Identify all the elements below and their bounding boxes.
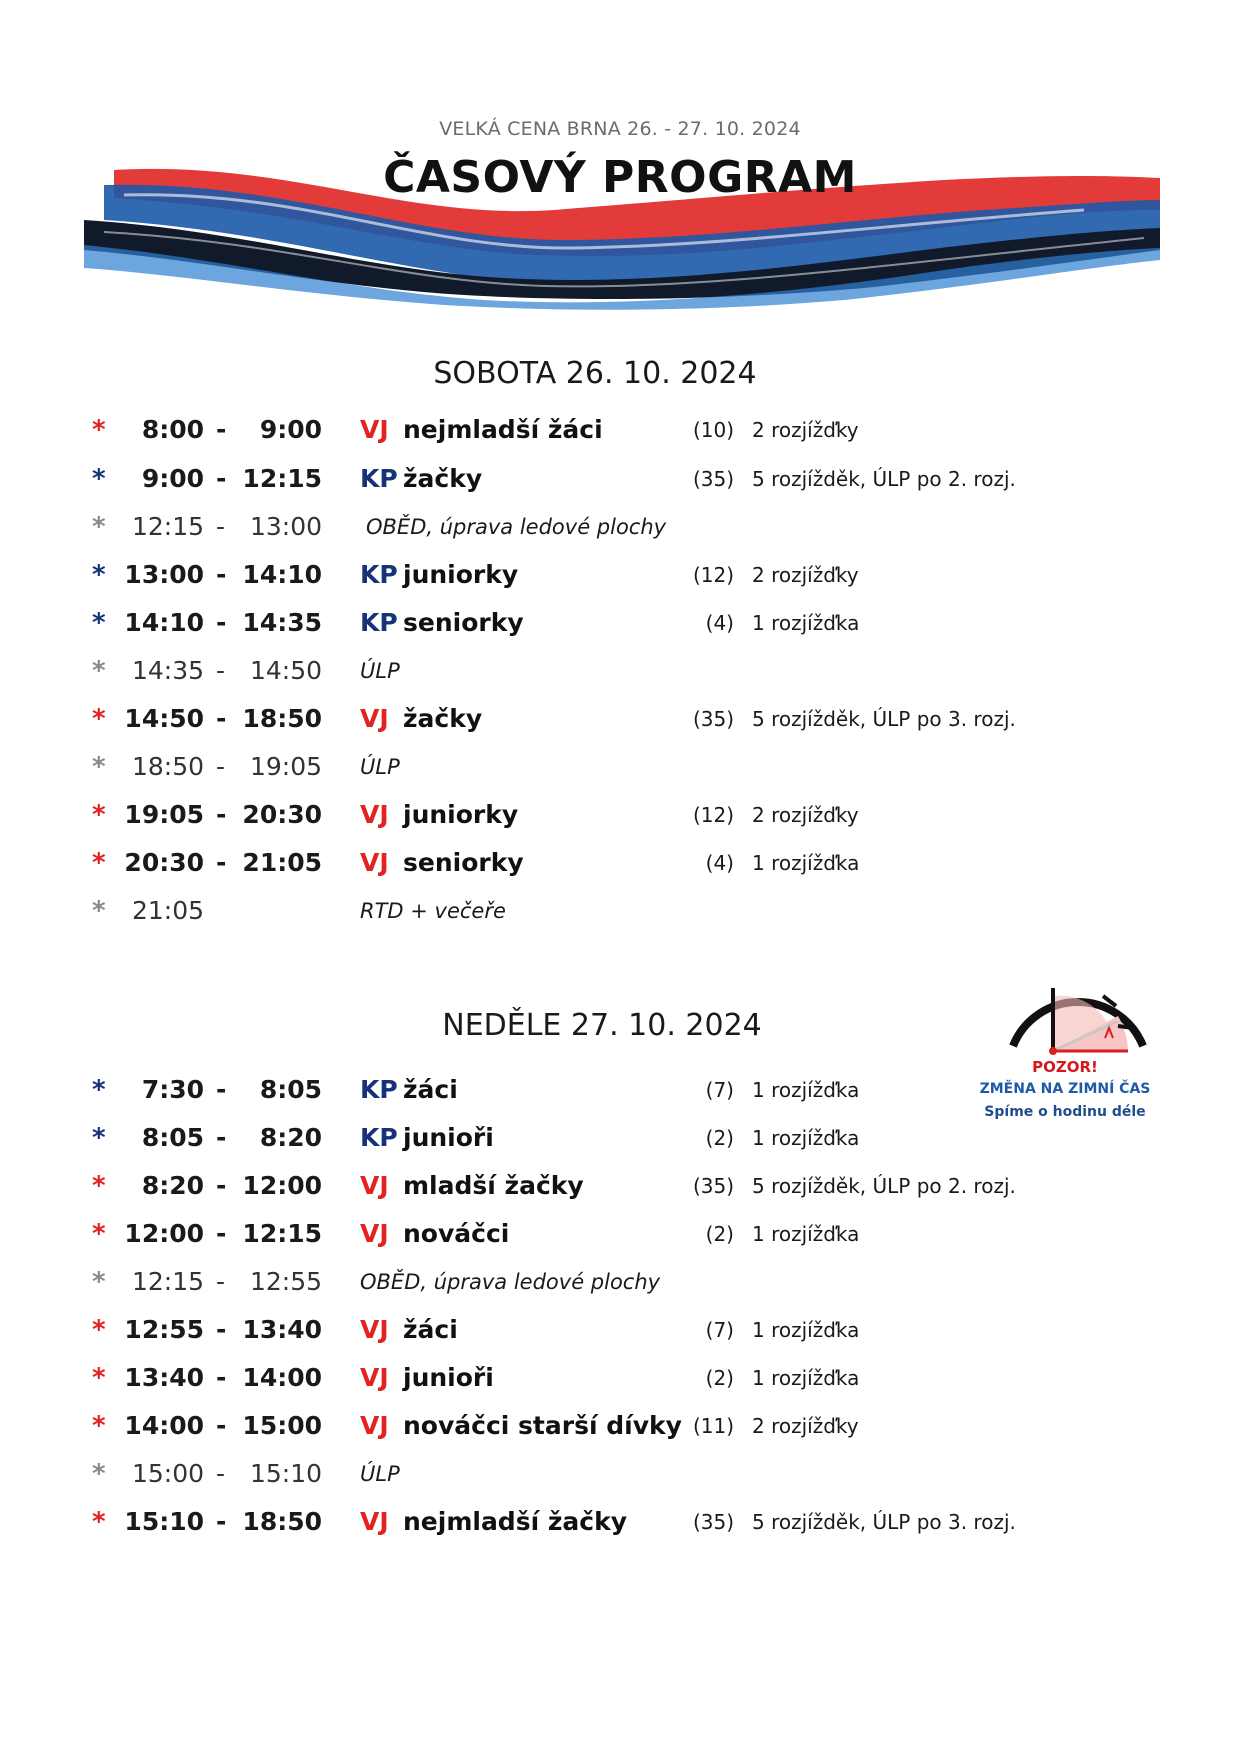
heat-info: 5 rozjížděk, ÚLP po 3. rozj.: [752, 707, 1016, 731]
category-label: seniorky: [403, 608, 524, 637]
schedule-row: [0, 1454, 1240, 1494]
category-label: nováčci starší dívky: [403, 1411, 682, 1440]
schedule-row: [0, 795, 1240, 835]
heat-info: 1 rozjížďka: [752, 611, 860, 635]
bullet-star: *: [92, 1219, 106, 1249]
end-time: 13:40: [242, 1315, 322, 1344]
bullet-star: *: [92, 1315, 106, 1345]
end-time: 15:10: [249, 1459, 322, 1488]
bullet-star: *: [92, 1507, 106, 1537]
discipline-code: KP: [360, 560, 398, 589]
category-label: žačky: [403, 464, 483, 493]
discipline-code: KP: [360, 1123, 398, 1152]
participant-count: (12): [692, 563, 734, 587]
heat-info: 1 rozjížďka: [752, 1318, 860, 1342]
start-time: 15:00: [131, 1459, 204, 1488]
participant-count: (7): [705, 1318, 734, 1342]
end-time: 12:15: [242, 1219, 322, 1248]
category-label: seniorky: [403, 848, 524, 877]
category-label: žáci: [403, 1315, 458, 1344]
end-time: 14:50: [249, 656, 322, 685]
end-time: 13:00: [249, 512, 322, 541]
start-time: 14:10: [124, 608, 204, 637]
break-note: RTD + večeře: [360, 899, 506, 923]
end-time: 9:00: [259, 415, 322, 444]
participant-count: (35): [692, 707, 734, 731]
time-dash: -: [216, 560, 227, 589]
schedule-row: [0, 1214, 1240, 1254]
participant-count: (2): [705, 1126, 734, 1150]
discipline-code: VJ: [360, 1507, 389, 1536]
page-title: ČASOVÝ PROGRAM: [383, 152, 857, 203]
bullet-star: *: [92, 800, 106, 830]
start-time: 14:00: [124, 1411, 204, 1440]
start-time: 14:35: [131, 656, 204, 685]
time-dash: -: [216, 1123, 227, 1152]
bullet-star: *: [92, 704, 106, 734]
bullet-star: *: [92, 415, 106, 445]
participant-count: (35): [692, 467, 734, 491]
heat-info: 5 rozjížděk, ÚLP po 3. rozj.: [752, 1510, 1016, 1534]
start-time: 14:50: [124, 704, 204, 733]
time-dash: -: [216, 752, 226, 781]
discipline-code: KP: [360, 1075, 398, 1104]
start-time: 9:00: [141, 464, 204, 493]
participant-count: (4): [705, 611, 734, 635]
category-label: junioři: [403, 1363, 494, 1392]
bullet-star: *: [92, 1075, 106, 1105]
bullet-star: *: [92, 1363, 106, 1393]
heat-info: 1 rozjížďka: [752, 1078, 860, 1102]
heat-info: 1 rozjížďka: [752, 1366, 860, 1390]
clock-icon: [1008, 966, 1148, 1066]
schedule-row: [0, 651, 1240, 691]
category-label: žáci: [403, 1075, 458, 1104]
discipline-code: VJ: [360, 1219, 389, 1248]
end-time: 14:35: [242, 608, 322, 637]
bullet-star: *: [92, 752, 106, 782]
discipline-code: VJ: [360, 1171, 389, 1200]
participant-count: (12): [692, 803, 734, 827]
time-dash: -: [216, 1075, 227, 1104]
discipline-code: VJ: [360, 1411, 389, 1440]
participant-count: (4): [705, 851, 734, 875]
heat-info: 1 rozjížďka: [752, 1126, 860, 1150]
end-time: 8:20: [259, 1123, 322, 1152]
participant-count: (11): [692, 1414, 734, 1438]
start-time: 7:30: [141, 1075, 204, 1104]
participant-count: (35): [692, 1510, 734, 1534]
category-label: juniorky: [403, 560, 519, 589]
bullet-star: *: [92, 1171, 106, 1201]
schedule-row: [0, 699, 1240, 739]
schedule-row: [0, 1310, 1240, 1350]
time-dash: -: [216, 704, 227, 733]
start-time: 15:10: [124, 1507, 204, 1536]
heat-info: 5 rozjížděk, ÚLP po 2. rozj.: [752, 1174, 1016, 1198]
time-dash: -: [216, 1315, 227, 1344]
schedule-row: [0, 1502, 1240, 1542]
end-time: 8:05: [259, 1075, 322, 1104]
heat-info: 1 rozjížďka: [752, 851, 860, 875]
schedule-row: [0, 555, 1240, 595]
participant-count: (35): [692, 1174, 734, 1198]
time-dash: -: [216, 1171, 227, 1200]
discipline-code: VJ: [360, 800, 389, 829]
start-time: 13:40: [124, 1363, 204, 1392]
break-note: ÚLP: [360, 659, 400, 683]
discipline-code: VJ: [360, 1363, 389, 1392]
time-dash: -: [216, 800, 227, 829]
participant-count: (2): [705, 1366, 734, 1390]
notice-title: ZMĚNA NA ZIMNÍ ČAS: [979, 1081, 1151, 1097]
end-time: 14:00: [242, 1363, 322, 1392]
discipline-code: VJ: [360, 1315, 389, 1344]
start-time: 13:00: [124, 560, 204, 589]
time-dash: -: [216, 415, 227, 444]
end-time: 12:15: [242, 464, 322, 493]
schedule-row: [0, 843, 1240, 883]
break-note: ÚLP: [360, 1462, 400, 1486]
category-label: nováčci: [403, 1219, 510, 1248]
end-time: 19:05: [249, 752, 322, 781]
schedule-row: [0, 603, 1240, 643]
end-time: 15:00: [242, 1411, 322, 1440]
bullet-star: *: [92, 1459, 106, 1489]
start-time: 18:50: [131, 752, 204, 781]
heat-info: 1 rozjížďka: [752, 1222, 860, 1246]
bullet-star: *: [92, 608, 106, 638]
time-dash: -: [216, 512, 226, 541]
schedule-row: [0, 459, 1240, 499]
category-label: mladší žačky: [403, 1171, 584, 1200]
bullet-star: *: [92, 1267, 106, 1297]
schedule-row: [0, 891, 1240, 931]
category-label: nejmladší žačky: [403, 1507, 628, 1536]
start-time: 20:30: [124, 848, 204, 877]
time-dash: -: [216, 1363, 227, 1392]
bullet-star: *: [92, 512, 106, 542]
time-dash: -: [216, 464, 227, 493]
heat-info: 2 rozjížďky: [752, 563, 859, 587]
break-note: ÚLP: [360, 755, 400, 779]
start-time: 8:05: [141, 1123, 204, 1152]
schedule-row: [0, 1262, 1240, 1302]
time-dash: -: [216, 656, 226, 685]
end-time: 21:05: [242, 848, 322, 877]
participant-count: (7): [705, 1078, 734, 1102]
start-time: 12:15: [131, 512, 204, 541]
bullet-star: *: [92, 464, 106, 494]
heat-info: 5 rozjížděk, ÚLP po 2. rozj.: [752, 467, 1016, 491]
start-time: 12:55: [124, 1315, 204, 1344]
discipline-code: VJ: [360, 415, 389, 444]
discipline-code: KP: [360, 464, 398, 493]
heat-info: 2 rozjížďky: [752, 803, 859, 827]
schedule-row: [0, 747, 1240, 787]
break-note: OBĚD, úprava ledové plochy: [360, 1270, 661, 1294]
time-dash: -: [216, 1219, 227, 1248]
bullet-star: *: [92, 656, 106, 686]
start-time: 12:00: [124, 1219, 204, 1248]
start-time: 12:15: [131, 1267, 204, 1296]
category-label: žačky: [403, 704, 483, 733]
bullet-star: *: [92, 1123, 106, 1153]
heat-info: 2 rozjížďky: [752, 1414, 859, 1438]
discipline-code: VJ: [360, 848, 389, 877]
sunday-heading: NEDĚLE 27. 10. 2024: [442, 1008, 762, 1043]
end-time: 18:50: [242, 704, 322, 733]
schedule-row: [0, 1358, 1240, 1398]
start-time: 19:05: [124, 800, 204, 829]
time-dash: -: [216, 1267, 226, 1296]
category-label: juniorky: [403, 800, 519, 829]
time-dash: -: [216, 1459, 226, 1488]
time-dash: -: [216, 848, 227, 877]
schedule-row: [0, 507, 1240, 547]
discipline-code: VJ: [360, 704, 389, 733]
start-time: 8:20: [141, 1171, 204, 1200]
saturday-heading: SOBOTA 26. 10. 2024: [433, 356, 757, 391]
time-dash: -: [216, 1507, 227, 1536]
bullet-star: *: [92, 1411, 106, 1441]
schedule-row: [0, 410, 1240, 450]
break-note: OBĚD, úprava ledové plochy: [366, 515, 667, 539]
bullet-star: *: [92, 560, 106, 590]
end-time: 20:30: [242, 800, 322, 829]
schedule-row: [0, 1166, 1240, 1206]
start-time: 21:05: [131, 896, 204, 925]
category-label: junioři: [403, 1123, 494, 1152]
notice-subtitle: Spíme o hodinu déle: [984, 1104, 1146, 1120]
end-time: 12:00: [242, 1171, 322, 1200]
end-time: 18:50: [242, 1507, 322, 1536]
bullet-star: *: [92, 896, 106, 926]
participant-count: (2): [705, 1222, 734, 1246]
time-dash: -: [216, 608, 227, 637]
end-time: 12:55: [249, 1267, 322, 1296]
time-dash: -: [216, 1411, 227, 1440]
discipline-code: KP: [360, 608, 398, 637]
heat-info: 2 rozjížďky: [752, 418, 859, 442]
end-time: 14:10: [242, 560, 322, 589]
schedule-row: [0, 1406, 1240, 1446]
start-time: 8:00: [141, 415, 204, 444]
participant-count: (10): [692, 418, 734, 442]
bullet-star: *: [92, 848, 106, 878]
notice-warning: POZOR!: [1032, 1058, 1098, 1076]
category-label: nejmladší žáci: [403, 415, 603, 444]
event-subtitle: VELKÁ CENA BRNA 26. - 27. 10. 2024: [439, 118, 801, 140]
